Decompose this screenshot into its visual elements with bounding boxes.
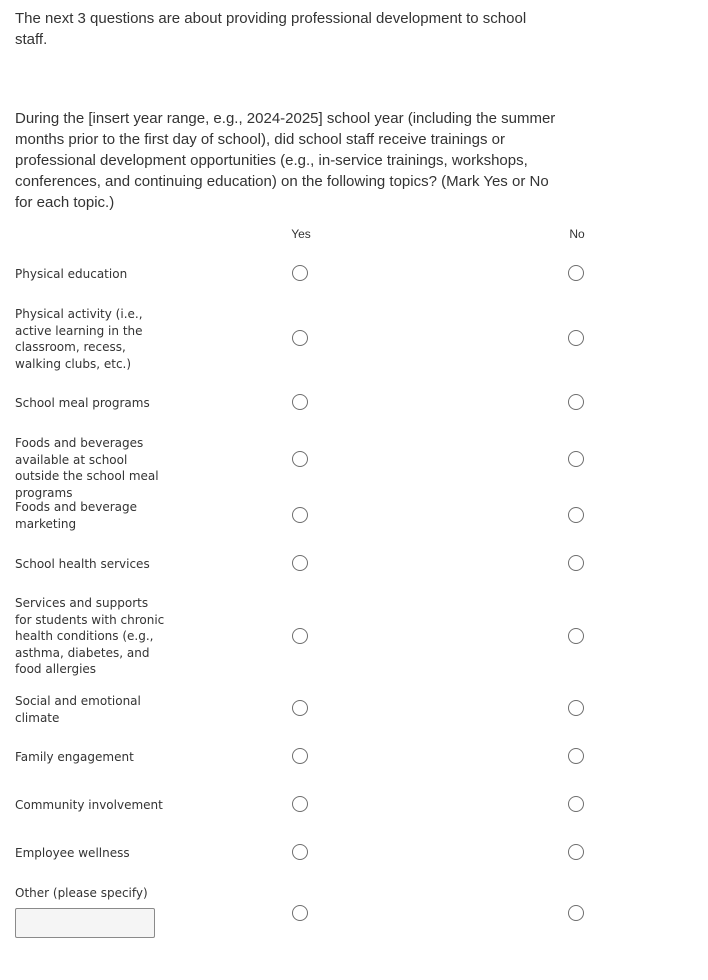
radio-no-family-engagement[interactable] xyxy=(568,748,584,764)
column-header-no: No xyxy=(569,227,585,241)
radio-yes-school-health-services[interactable] xyxy=(292,555,308,571)
radio-no-foods-beverage-marketing[interactable] xyxy=(568,507,584,523)
radio-no-social-emotional-climate[interactable] xyxy=(568,700,584,716)
radio-no-community-involvement[interactable] xyxy=(568,796,584,812)
row-label: School meal programs xyxy=(15,396,150,410)
question-text: During the [insert year range, e.g., 2024-2025] school year (including the summer months prior to the first day of school), did school staff receive trainings or professional development opportunities (e.g., in-service trainings, workshops, conferences, and continuing education) on the following topics? (Mark Yes or No for each topic.) xyxy=(15,110,556,211)
radio-no-physical-activity[interactable] xyxy=(568,330,584,346)
other-specify-input[interactable] xyxy=(15,908,155,938)
column-header-yes: Yes xyxy=(291,227,311,241)
row-label: Physical activity (i.e., active learning in the classroom, recess, walking clubs, etc.) xyxy=(15,307,143,371)
radio-yes-family-engagement[interactable] xyxy=(292,748,308,764)
radio-no-chronic-health-conditions[interactable] xyxy=(568,628,584,644)
radio-yes-other[interactable] xyxy=(292,905,308,921)
radio-no-other[interactable] xyxy=(568,905,584,921)
radio-yes-foods-beverages-outside[interactable] xyxy=(292,451,308,467)
row-label: Community involvement xyxy=(15,798,163,812)
radio-no-employee-wellness[interactable] xyxy=(568,844,584,860)
radio-no-school-meal-programs[interactable] xyxy=(568,394,584,410)
radio-yes-community-involvement[interactable] xyxy=(292,796,308,812)
row-label: Foods and beverages available at school outside the school meal programs xyxy=(15,436,159,500)
row-label: School health services xyxy=(15,557,150,571)
radio-yes-chronic-health-conditions[interactable] xyxy=(292,628,308,644)
radio-yes-physical-education[interactable] xyxy=(292,265,308,281)
radio-yes-social-emotional-climate[interactable] xyxy=(292,700,308,716)
row-label: Other (please specify) xyxy=(15,886,148,900)
row-label: Physical education xyxy=(15,267,128,281)
row-label: Services and supports for students with chronic health conditions (e.g., asthma, diabetes, and food allergies xyxy=(15,596,165,676)
section-intro: The next 3 questions are about providing professional development to school staff. xyxy=(15,10,527,48)
radio-no-foods-beverages-outside[interactable] xyxy=(568,451,584,467)
row-label: Foods and beverage marketing xyxy=(15,500,138,531)
radio-yes-employee-wellness[interactable] xyxy=(292,844,308,860)
radio-no-school-health-services[interactable] xyxy=(568,555,584,571)
radio-yes-foods-beverage-marketing[interactable] xyxy=(292,507,308,523)
radio-no-physical-education[interactable] xyxy=(568,265,584,281)
row-label: Social and emotional climate xyxy=(15,694,141,725)
radio-yes-physical-activity[interactable] xyxy=(292,330,308,346)
row-label: Family engagement xyxy=(15,750,134,764)
radio-yes-school-meal-programs[interactable] xyxy=(292,394,308,410)
row-label: Employee wellness xyxy=(15,846,130,860)
